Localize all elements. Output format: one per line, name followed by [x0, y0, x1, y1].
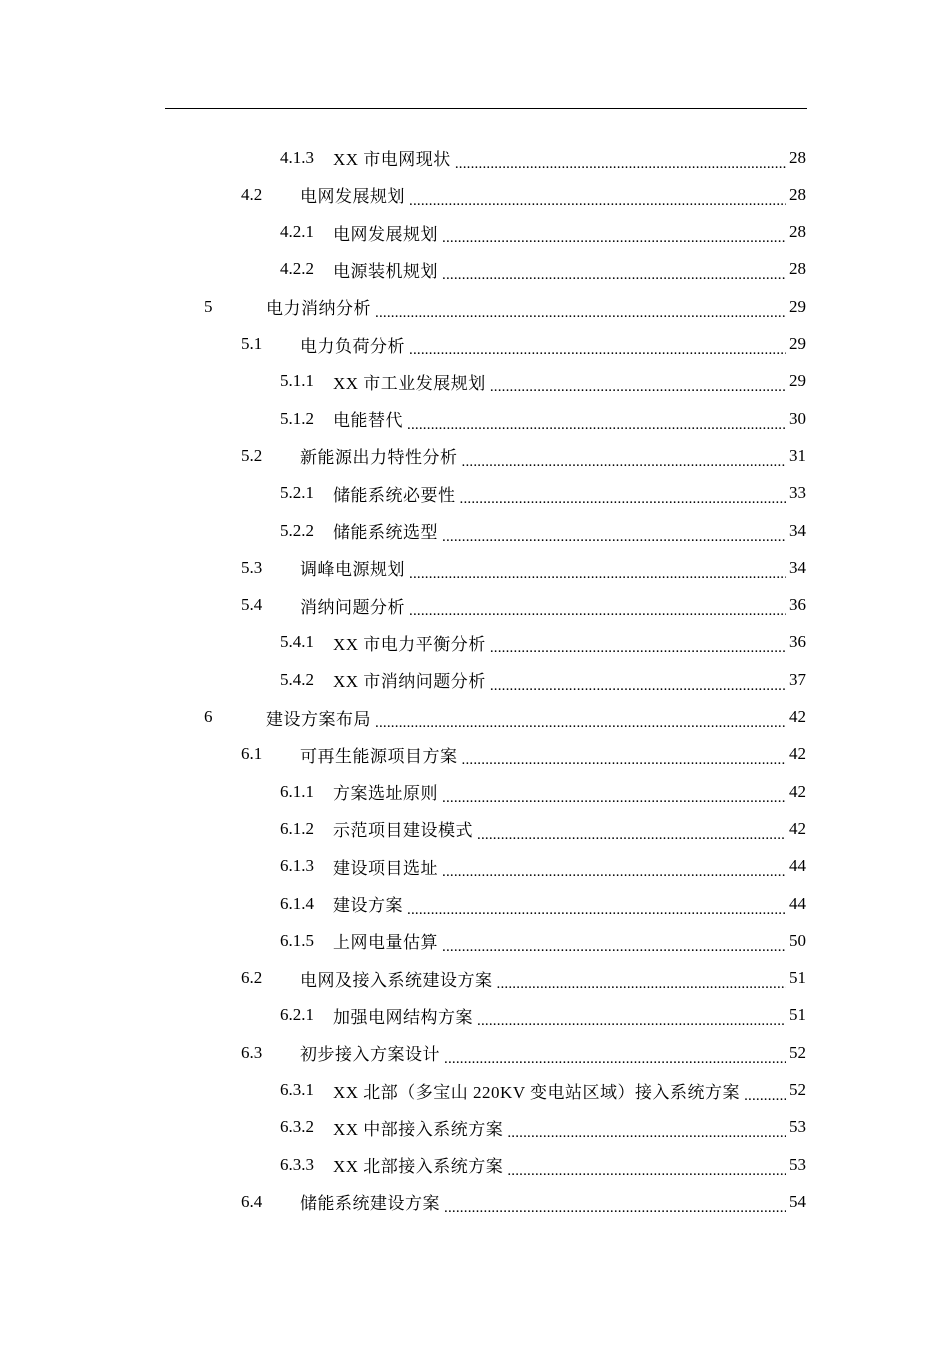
toc-entry-title: 储能系统选型	[333, 523, 438, 542]
toc-entry[interactable]	[280, 1109, 806, 1146]
toc-entry[interactable]	[241, 437, 806, 474]
toc-entry-page: 29	[789, 334, 806, 353]
toc-entry-number: 6.2.1	[280, 1005, 314, 1025]
toc-entry[interactable]	[280, 848, 806, 885]
toc-dot-leader	[460, 488, 787, 504]
toc-entry-title: 新能源出力特性分析	[300, 448, 458, 468]
toc-entry-page: 29	[789, 371, 806, 391]
toc-entry-number: 5.4.2	[280, 669, 314, 689]
toc-dot-leader	[490, 675, 786, 691]
toc-entry-page: 52	[789, 1080, 806, 1099]
toc-entry-page: 34	[789, 520, 806, 540]
toc-entry-number: 6.3.2	[280, 1117, 314, 1137]
toc-dot-leader	[497, 973, 787, 989]
toc-entry[interactable]	[280, 810, 806, 847]
toc-dot-leader	[375, 712, 786, 728]
toc-entry-title: XX 市消纳问题分析	[333, 672, 486, 692]
toc-entry[interactable]	[280, 624, 806, 661]
toc-entry-page: 51	[789, 1005, 806, 1025]
toc-entry[interactable]	[241, 326, 806, 363]
toc-entry-number: 4.1.3	[280, 147, 314, 167]
toc-entry[interactable]	[280, 922, 806, 959]
toc-entry-title: 电源装机规划	[333, 261, 438, 281]
toc-entry-number: 4.2.2	[280, 259, 314, 279]
toc-dot-leader	[409, 563, 786, 579]
toc-entry-page: 28	[789, 184, 806, 204]
toc-entry-page: 53	[789, 1117, 806, 1137]
toc-entry-title: 储能系统必要性	[333, 485, 456, 505]
toc-entry-title: 消纳问题分析	[300, 597, 405, 617]
toc-entry-number: 6.1.1	[280, 781, 314, 801]
toc-dot-leader	[442, 264, 786, 280]
toc-entry-page: 44	[789, 856, 806, 876]
toc-entry-title: 电力消纳分析	[266, 299, 371, 319]
toc-entry-title: XX 市工业发展规划	[333, 373, 486, 393]
toc-entry-title: XX 市电网现状	[333, 150, 451, 169]
toc-entry[interactable]	[204, 699, 806, 736]
toc-entry-title: 可再生能源项目方案	[300, 746, 458, 766]
toc-entry-number: 4.2	[241, 184, 263, 204]
toc-entry-number: 5.3	[241, 557, 263, 577]
toc-entry-title: 加强电网结构方案	[333, 1007, 473, 1027]
toc-entry-page: 42	[789, 744, 806, 764]
toc-entry-page: 36	[789, 632, 806, 652]
toc-entry-title: 上网电量估算	[333, 933, 438, 953]
toc-entry-page: 54	[789, 1191, 806, 1211]
toc-dot-leader	[442, 526, 786, 542]
toc-dot-leader	[442, 787, 786, 803]
toc-entry-page: 44	[789, 893, 806, 913]
toc-entry-title: 储能系统建设方案	[300, 1194, 440, 1214]
toc-entry-number: 6.1.4	[280, 893, 314, 913]
toc-entry[interactable]	[280, 363, 806, 400]
toc-entry[interactable]	[280, 661, 806, 698]
toc-dot-leader	[455, 153, 786, 169]
toc-entry-page: 51	[789, 968, 806, 988]
toc-entry-page: 28	[789, 222, 806, 242]
toc-entry[interactable]	[204, 288, 806, 325]
toc-entry-title: 电网及接入系统建设方案	[300, 970, 493, 990]
toc-entry-title: 电网发展规划	[333, 224, 438, 244]
toc-entry-page: 50	[789, 930, 806, 950]
toc-entry-page: 33	[789, 483, 806, 503]
toc-entry[interactable]	[280, 139, 806, 176]
toc-entry-number: 6	[204, 707, 213, 726]
toc-entry-page: 42	[789, 707, 806, 726]
toc-entry-number: 5.1.1	[280, 371, 314, 391]
toc-entry[interactable]	[241, 1034, 806, 1071]
toc-entry[interactable]	[280, 214, 806, 251]
toc-entry-title: 示范项目建设模式	[333, 821, 473, 841]
toc-entry-number: 5.4.1	[280, 632, 314, 652]
toc-dot-leader	[442, 936, 786, 952]
toc-entry-page: 42	[789, 818, 806, 838]
toc-entry-number: 6.1	[241, 744, 263, 764]
toc-dot-leader	[490, 376, 786, 392]
toc-entry-page: 28	[789, 259, 806, 279]
toc-entry-title: 建设方案	[333, 896, 403, 915]
toc-entry-title: 初步接入方案设计	[300, 1045, 440, 1065]
toc-entry-page: 42	[789, 781, 806, 801]
toc-dot-leader	[444, 1197, 786, 1213]
toc-entry[interactable]	[280, 773, 806, 810]
toc-entry-number: 5	[204, 296, 213, 316]
toc-entry-number: 5.2	[241, 445, 263, 465]
toc-entry-page: 30	[789, 408, 806, 428]
toc-dot-leader	[442, 227, 786, 243]
toc-entry[interactable]	[241, 960, 806, 997]
toc-entry-title: XX 北部接入系统方案	[333, 1157, 504, 1177]
toc-dot-leader	[444, 1048, 786, 1064]
toc-entry[interactable]	[280, 475, 806, 512]
toc-entry-page: 28	[789, 147, 806, 167]
header-rule	[165, 108, 807, 109]
toc-entry-page: 31	[789, 445, 806, 465]
toc-entry-number: 6.1.2	[280, 818, 314, 838]
toc-dot-leader	[507, 1122, 786, 1138]
toc-entry[interactable]	[280, 997, 806, 1034]
toc-dot-leader	[477, 824, 786, 840]
toc-entry-number: 6.2	[241, 968, 263, 988]
toc-entry[interactable]	[280, 251, 806, 288]
toc-dot-leader	[477, 1010, 786, 1026]
toc-entry[interactable]	[280, 400, 806, 437]
toc-entry-page: 36	[789, 595, 806, 615]
toc-entry[interactable]	[241, 1183, 806, 1220]
toc-entry-number: 6.1.3	[280, 856, 314, 876]
toc-entry-title: XX 中部接入系统方案	[333, 1119, 504, 1139]
toc-entry-number: 5.1	[241, 334, 263, 353]
toc-entry-title: XX 北部（多宝山 220KV 变电站区域）接入系统方案	[333, 1082, 741, 1102]
toc-dot-leader	[407, 414, 786, 430]
toc-dot-leader	[409, 339, 786, 355]
toc-entry-title: 调峰电源规划	[300, 560, 405, 580]
toc-dot-leader	[442, 861, 786, 877]
toc-entry-number: 6.3.3	[280, 1154, 314, 1174]
toc-entry[interactable]	[241, 176, 806, 213]
toc-entry-title: XX 市电力平衡分析	[333, 634, 486, 654]
toc-entry[interactable]	[280, 1072, 806, 1109]
toc-entry[interactable]	[280, 512, 806, 549]
toc-dot-leader	[409, 600, 786, 616]
toc-entry[interactable]	[280, 1146, 806, 1183]
toc-entry-title: 电力负荷分析	[300, 336, 405, 356]
toc-entry-title: 电能替代	[333, 411, 403, 431]
toc-dot-leader	[407, 899, 786, 915]
toc-entry[interactable]	[241, 736, 806, 773]
toc-dot-leader	[409, 190, 786, 206]
toc-dot-leader	[462, 749, 787, 765]
toc-entry[interactable]	[241, 587, 806, 624]
toc-entry-number: 6.1.5	[280, 930, 314, 950]
toc-entry-title: 方案选址原则	[333, 784, 438, 804]
toc-entry-page: 29	[789, 296, 806, 316]
toc-entry[interactable]	[241, 549, 806, 586]
toc-entry-title: 电网发展规划	[300, 187, 405, 207]
toc-entry-page: 52	[789, 1042, 806, 1062]
toc-dot-leader	[375, 302, 786, 318]
toc-entry-page: 34	[789, 557, 806, 577]
toc-entry-number: 5.4	[241, 595, 263, 615]
toc-entry-page: 53	[789, 1154, 806, 1174]
toc-entry-title: 建设方案布局	[266, 709, 371, 729]
toc-entry[interactable]	[280, 885, 806, 922]
toc-dot-leader	[507, 1160, 786, 1176]
toc-entry-number: 5.2.1	[280, 483, 314, 503]
toc-entry-number: 5.2.2	[280, 520, 314, 540]
toc-entry-number: 6.4	[241, 1191, 263, 1211]
toc-entry-number: 4.2.1	[280, 222, 314, 242]
toc-entry-title: 建设项目选址	[333, 858, 438, 878]
toc-dot-leader	[490, 637, 786, 653]
toc-dot-leader	[462, 451, 787, 467]
toc-entry-number: 6.3.1	[280, 1080, 314, 1099]
toc-entry-number: 6.3	[241, 1042, 263, 1062]
toc-entry-page: 37	[789, 669, 806, 689]
toc-dot-leader	[744, 1085, 786, 1101]
toc-entry-number: 5.1.2	[280, 408, 314, 428]
